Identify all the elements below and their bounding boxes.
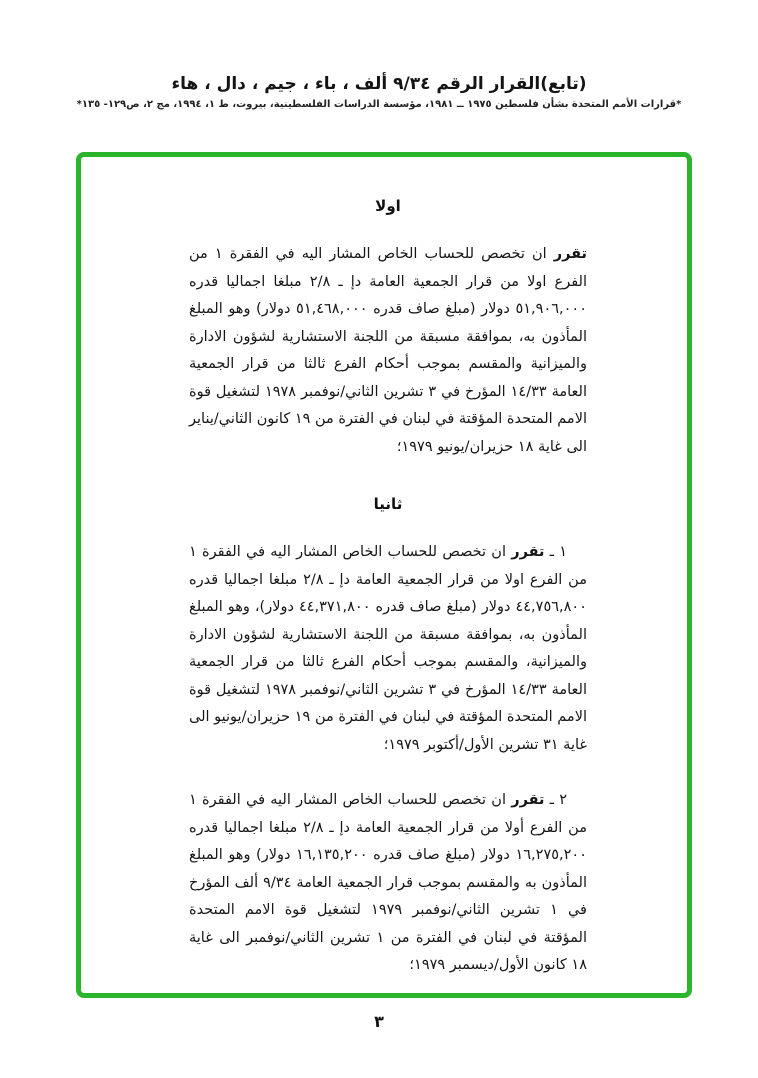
page-number: ٣	[374, 1012, 384, 1031]
source-citation: *قرارات الأمم المتحدة بشأن فلسطين ١٩٧٥ ــ ١٩٨١، مؤسسة الدراسات الفلسطينية، بيروت، ط ١، ١٩٩٤، مج ٢، ص١٢٩- ١٣٥*	[76, 99, 682, 110]
section-heading: اولا	[375, 197, 401, 215]
paragraph-number: ١ ـ	[544, 544, 567, 560]
section-first	[189, 197, 587, 461]
decree-keyword: تقرر	[553, 246, 587, 262]
document-title: (تابع)القرار الرقم ٩/٣٤ ألف ، باء ، جيم ، دال ، هاء	[171, 74, 587, 94]
paragraph	[189, 787, 587, 980]
section-heading: ثانيا	[373, 495, 403, 513]
decree-keyword: تقرر	[511, 792, 545, 808]
document-header	[0, 74, 758, 110]
decree-keyword: تقرر	[511, 544, 545, 560]
paragraph-number: ٢ ـ	[544, 792, 567, 808]
paragraph-text: ان تخصص للحساب الخاص المشار اليه في الفقرة ١ من الفرع أولا من قرار الجمعية العامة دإ ـ ٢/٨ مبلغا اجماليا قدره ١٦,٢٧٥,٢٠٠ دولار (مبلغ صاف قدره ١٦,١٣٥,٢٠٠ دولار) وهو المبلغ المأذون به والمقسم بموجب قرار الجمعية العامة ٩/٣٤ ألف المؤرخ في ١ تشرين الثاني/نوفمبر ١٩٧٩ لتشغيل قوة الامم المتحدة المؤقتة في لبنان في الفترة من ١ تشرين الثاني/نوفمبر الى غاية ١٨ كانون الأول/ديسمبر ١٩٧٩؛	[189, 792, 588, 973]
paragraph-text: ان تخصص للحساب الخاص المشار اليه في الفقرة ١ من الفرع اولا من قرار الجمعية العامة دإ ـ ٢/٨ مبلغا اجماليا قدره ٤٤,٧٥٦,٨٠٠ دولار (مبلغ صاف قدره ٤٤,٣٧١,٨٠٠ دولار)، وهو المبلغ المأذون به، بموافقة مسبقة من اللجنة الاستشارية لشؤون الادارة والميزانية، والمقسم بموجب أحكام الفرع ثالثا من قرار الجمعية العامة ١٤/٣٣ المؤرخ في ٣ تشرين الثاني/نوفمبر ١٩٧٨ لتشغيل قوة الامم المتحدة المؤقتة في لبنان في الفترة من ١٩ حزيران/يونيو الى غاية ٣١ تشرين الأول/أكتوبر ١٩٧٩؛	[189, 544, 587, 753]
paragraph-text: ان تخصص للحساب الخاص المشار اليه في الفقرة ١ من الفرع اولا من قرار الجمعية العامة دإ ـ ٢/٨ مبلغا اجماليا قدره ٥١,٩٠٦,٠٠٠ دولار (مبلغ صاف قدره ٥١,٤٦٨,٠٠٠ دولار) وهو المبلغ المأذون به، بموافقة مسبقة من اللجنة الاستشارية لشؤون الادارة والميزانية والمقسم بموجب أحكام الفرع ثالثا من قرار الجمعية العامة ١٤/٣٣ المؤرخ في ٣ تشرين الثاني/نوفمبر ١٩٧٨ لتشغيل قوة الامم المتحدة المؤقتة في لبنان في الفترة من ١٩ كانون الثاني/يناير الى غاية ١٨ حزيران/يونيو ١٩٧٩؛	[189, 246, 588, 455]
paragraph	[189, 539, 587, 759]
section-second	[189, 495, 587, 980]
paragraph	[189, 241, 587, 461]
content-frame	[76, 152, 692, 998]
